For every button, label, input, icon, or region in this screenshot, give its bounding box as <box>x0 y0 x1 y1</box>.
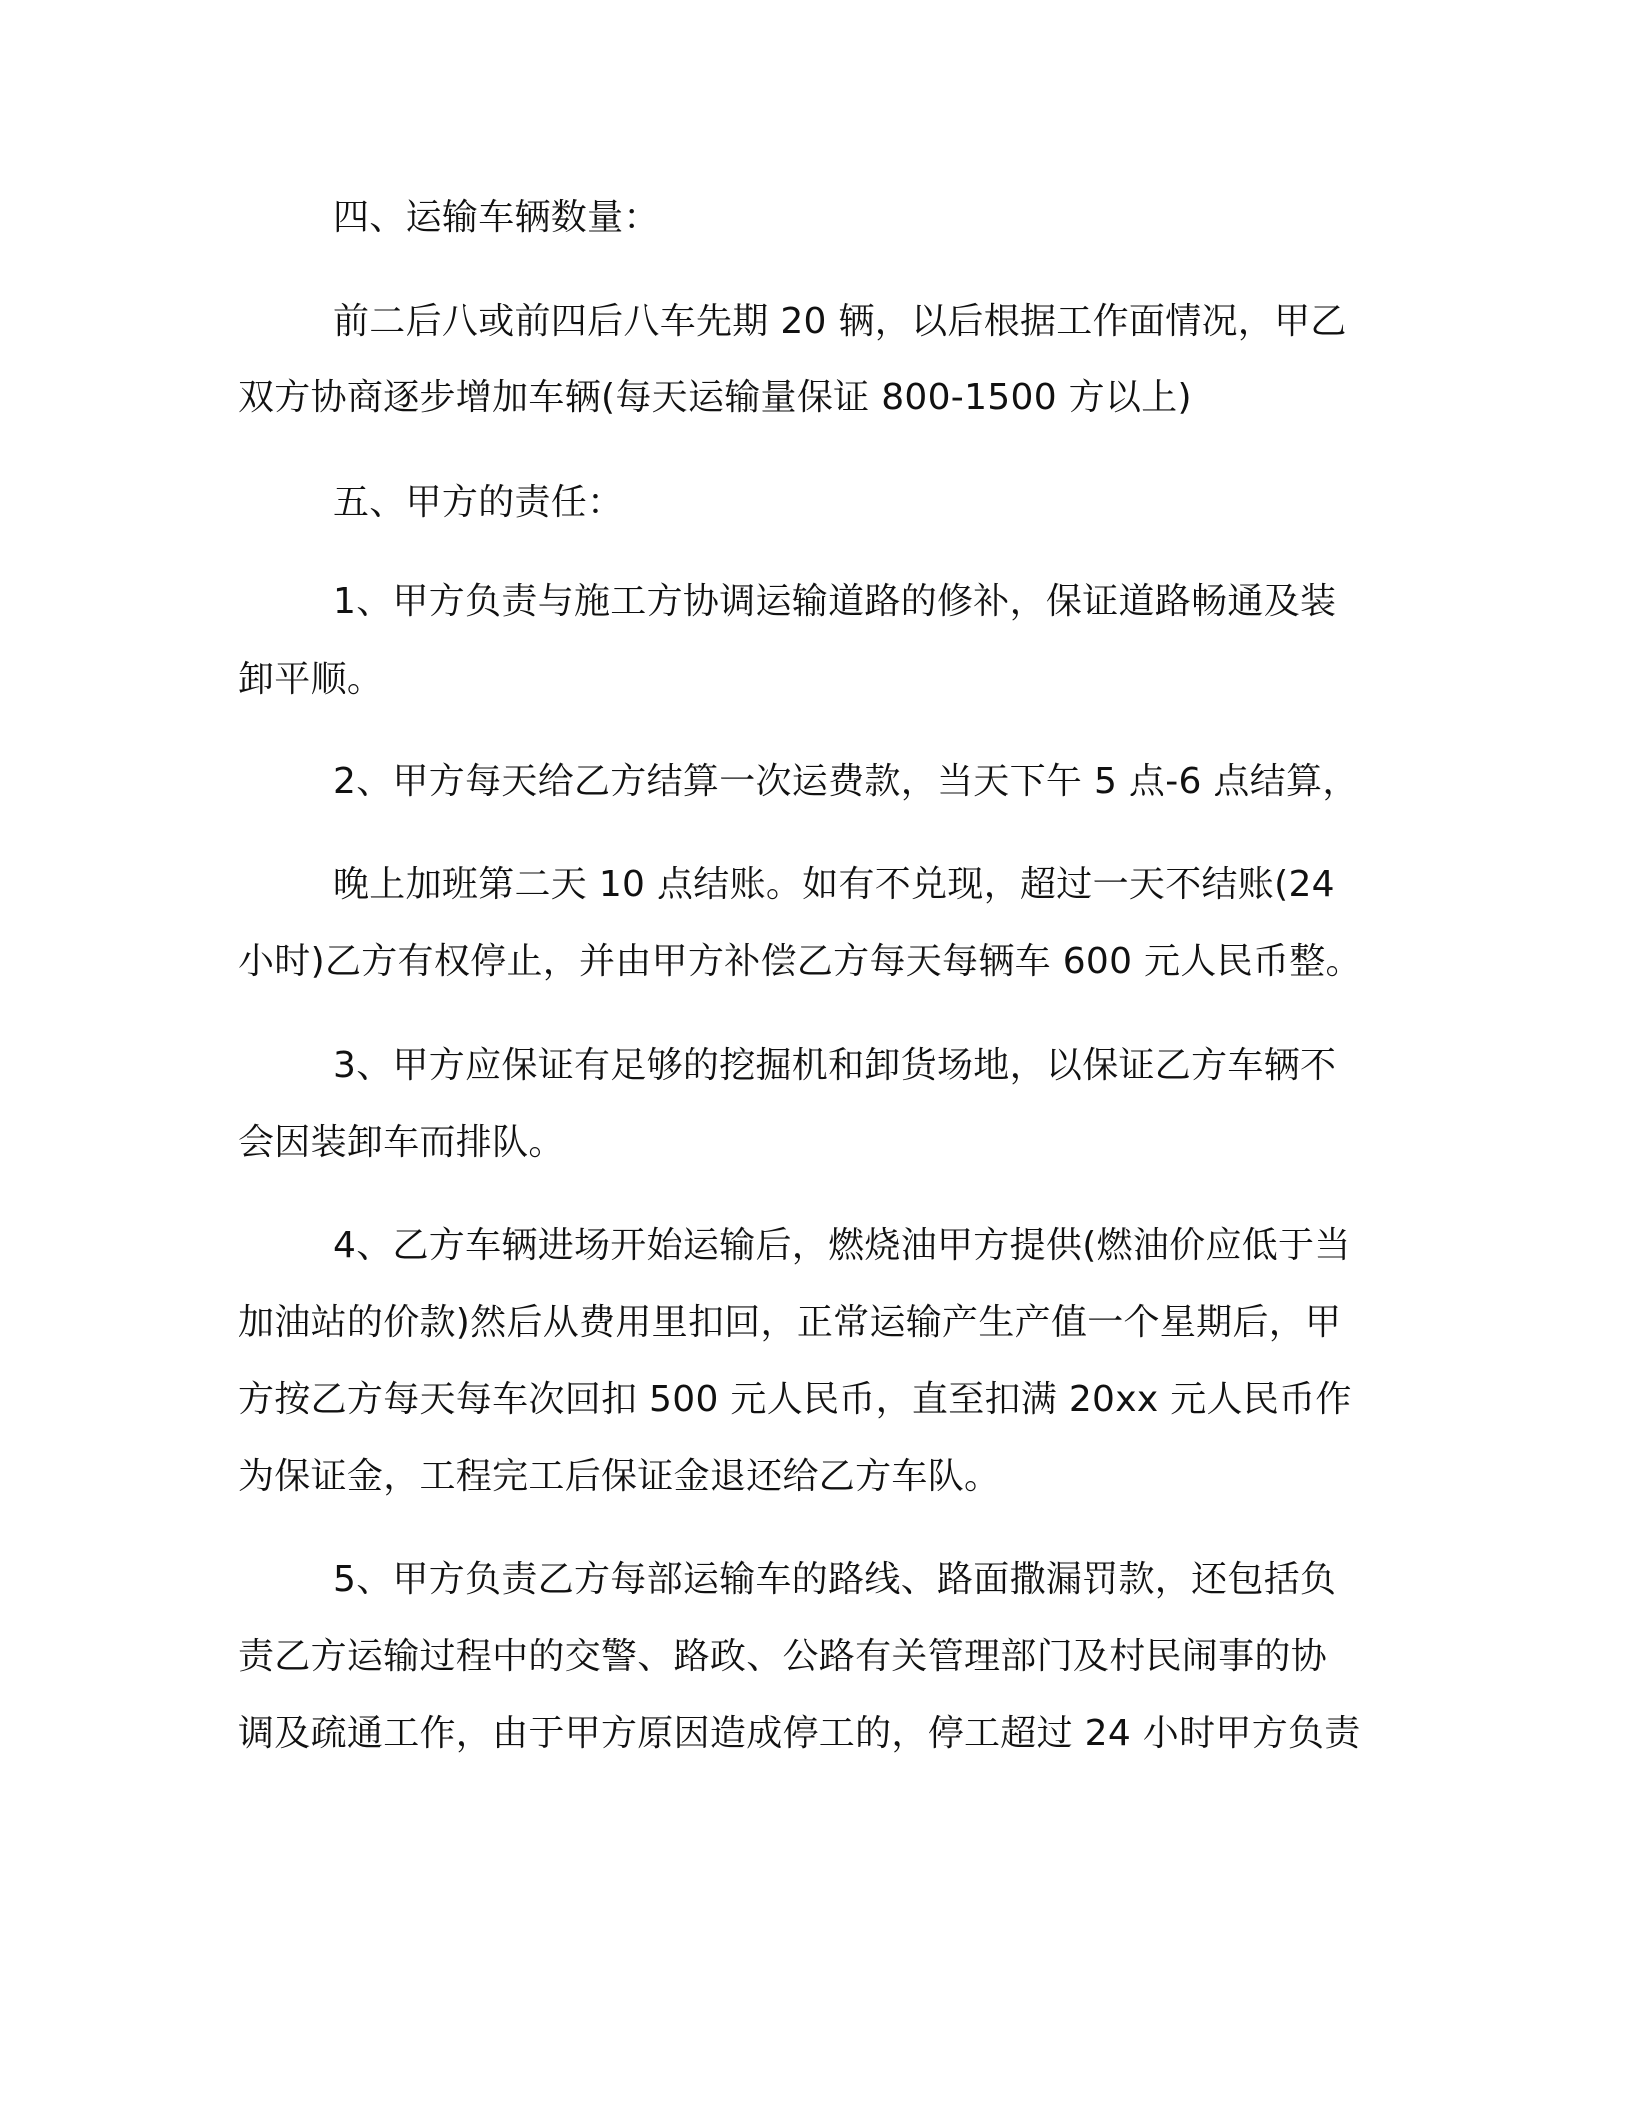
paragraph-line: 责乙方运输过程中的交警、路政、公路有关管理部门及村民闹事的协 <box>238 1636 1328 1677</box>
paragraph-line: 方按乙方每天每车次回扣 500 元人民币，直至扣满 20xx 元人民币作 <box>238 1379 1352 1420</box>
paragraph-line: 3、甲方应保证有足够的挖掘机和卸货场地，以保证乙方车辆不 <box>333 1045 1337 1086</box>
paragraph-line: 晚上加班第二天 10 点结账。如有不兑现，超过一天不结账(24 <box>333 864 1335 905</box>
section-heading-vehicle-count: 四、运输车辆数量： <box>333 197 660 238</box>
paragraph-line: 5、甲方负责乙方每部运输车的路线、路面撒漏罚款，还包括负 <box>333 1559 1337 1600</box>
paragraph-line: 1、甲方负责与施工方协调运输道路的修补，保证道路畅通及装 <box>333 581 1337 622</box>
paragraph-line: 双方协商逐步增加车辆(每天运输量保证 800-1500 方以上) <box>238 377 1192 418</box>
paragraph-line: 2、甲方每天给乙方结算一次运费款，当天下午 5 点-6 点结算， <box>333 761 1359 802</box>
paragraph-line: 4、乙方车辆进场开始运输后，燃烧油甲方提供(燃油价应低于当 <box>333 1225 1351 1266</box>
paragraph-line: 会因装卸车而排队。 <box>238 1122 565 1163</box>
paragraph-line: 加油站的价款)然后从费用里扣回，正常运输产生产值一个星期后，甲 <box>238 1302 1342 1343</box>
section-heading-party-a-responsibility: 五、甲方的责任： <box>333 482 624 523</box>
paragraph-line: 前二后八或前四后八车先期 20 辆，以后根据工作面情况，甲乙 <box>333 301 1347 342</box>
paragraph-line: 调及疏通工作，由于甲方原因造成停工的，停工超过 24 小时甲方负责 <box>238 1713 1361 1754</box>
paragraph-line: 小时)乙方有权停止，并由甲方补偿乙方每天每辆车 600 元人民币整。 <box>238 941 1362 982</box>
paragraph-line: 卸平顺。 <box>238 659 384 700</box>
paragraph-line: 为保证金，工程完工后保证金退还给乙方车队。 <box>238 1456 1001 1497</box>
